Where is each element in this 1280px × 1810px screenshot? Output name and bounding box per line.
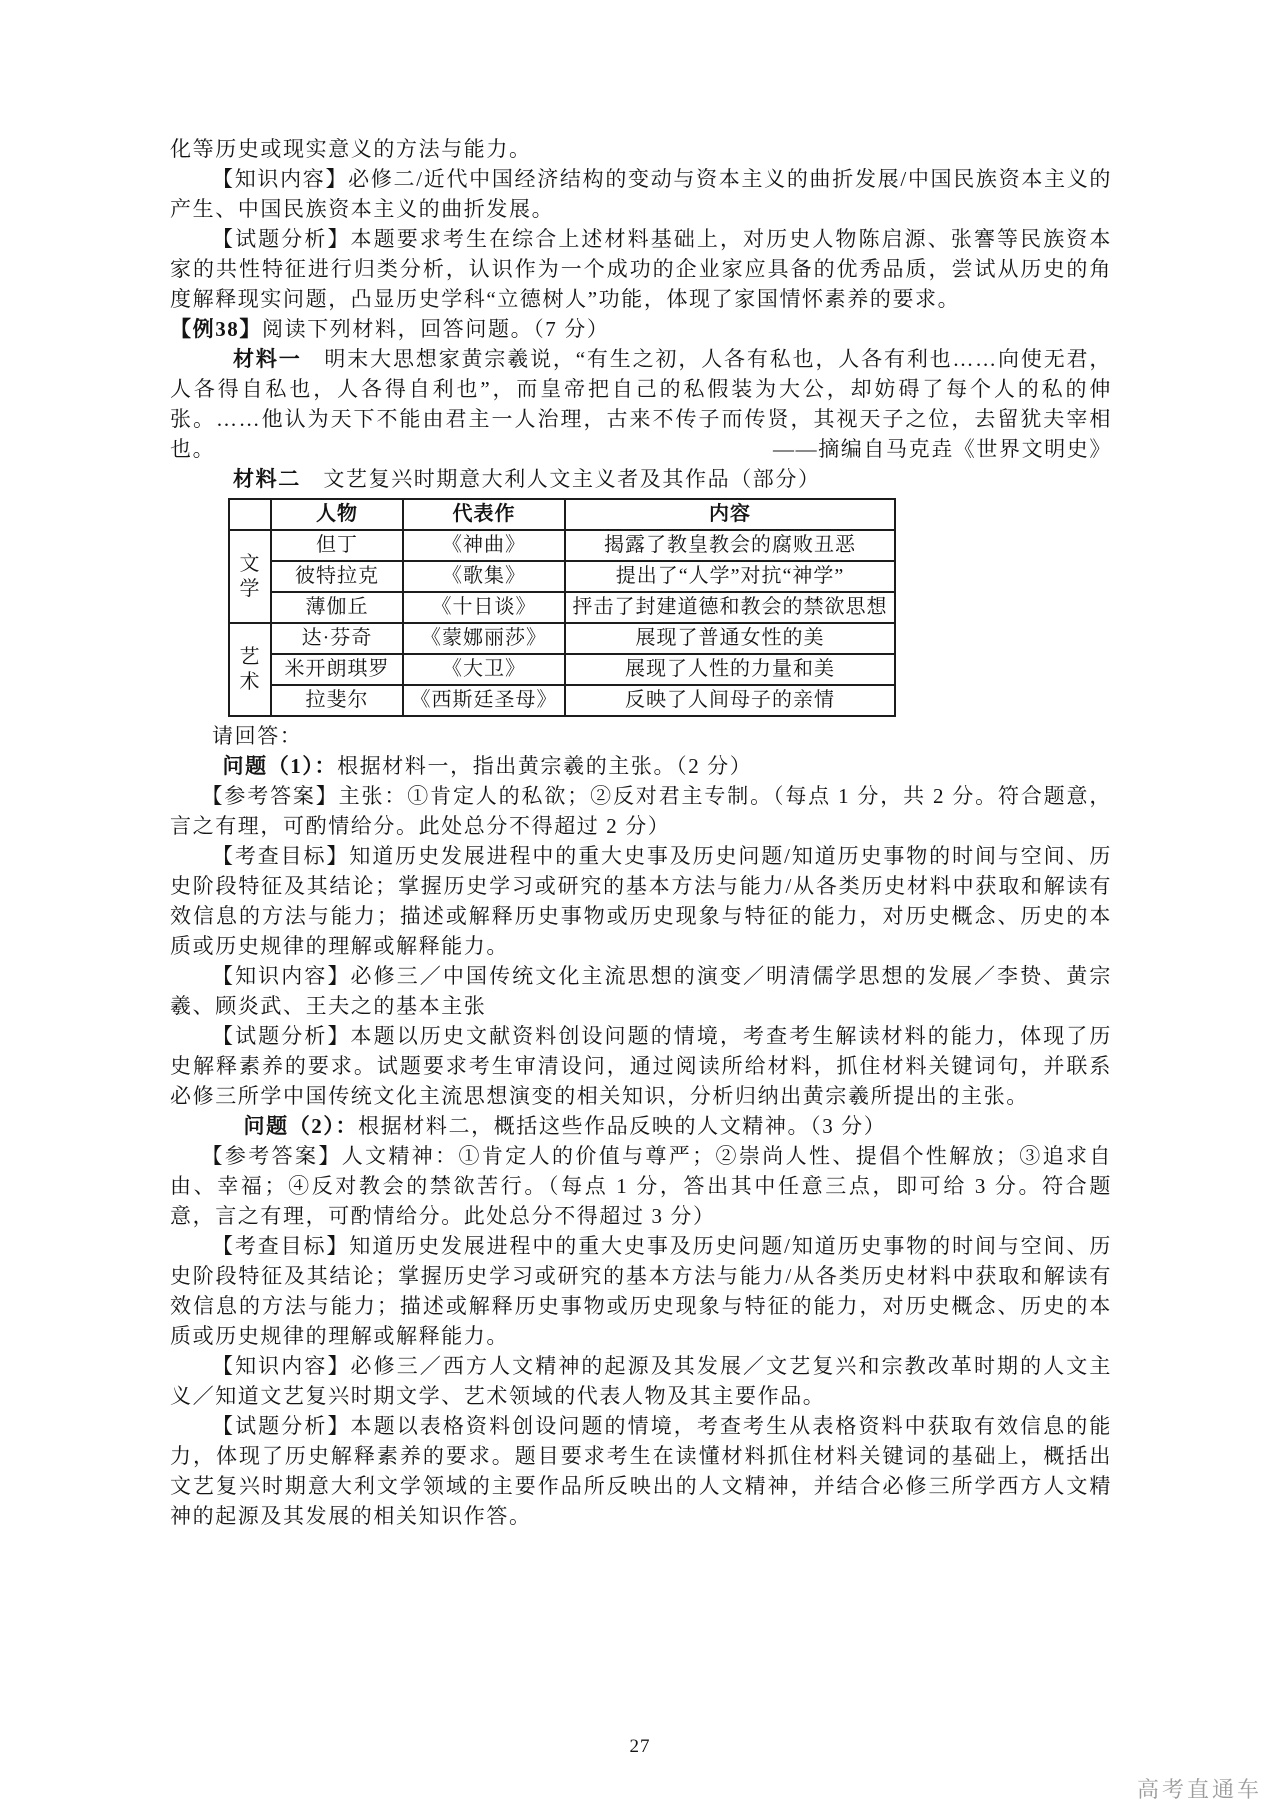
content-cell: 提出了“人学”对抗“神学” [565,561,895,592]
category-art-cell: 艺术 [229,623,271,716]
content-cell: 抨击了封建道德和教会的禁欲思想 [565,592,895,623]
header-work: 代表作 [403,499,565,530]
example-38-heading [170,314,1112,344]
renaissance-works-table [228,498,896,717]
work-cell: 《大卫》 [403,654,565,685]
person-cell: 薄伽丘 [271,592,403,623]
person-cell: 达·芬奇 [271,623,403,654]
example-38-label: 【例38】 [170,317,262,341]
watermark-text: 高考直通车 [1136,1777,1262,1802]
person-cell: 但丁 [271,530,403,561]
knowledge-content-paragraph-3: 【知识内容】必修三／西方人文精神的起源及其发展／文艺复兴和宗教改革时期的人文主义／知道文艺复兴时期文学、艺术领域的代表人物及其主要作品。 [170,1354,1112,1408]
question-analysis-paragraph-1: 【试题分析】本题要求考生在综合上述材料基础上，对历史人物陈启源、张謇等民族资本家的共性特征进行归类分析，认识作为一个成功的企业家应具备的优秀品质，尝试从历史的角度解释现实问题，凸显历史学科“立德树人”功能，体现了家国情怀素养的要求。 [170,227,1112,311]
knowledge-content-paragraph-2: 【知识内容】必修三／中国传统文化主流思想的演变／明清儒学思想的发展／李贽、黄宗羲、顾炎武、王夫之的基本主张 [170,964,1112,1018]
question-1-line [170,751,1112,781]
please-answer-line: 请回答： [212,724,303,748]
example-38-text: 阅读下列材料，回答问题。（7 分） [262,317,610,341]
work-cell: 《蒙娜丽莎》 [403,623,565,654]
question-1-text: 根据材料一，指出黄宗羲的主张。（2 分） [337,754,753,778]
content-cell: 反映了人间母子的亲情 [565,685,895,716]
content-area [170,134,1112,1531]
material-2-label: 材料二 [233,467,301,491]
table-row [229,654,895,685]
question-analysis-paragraph-2: 【试题分析】本题以历史文献资料创设问题的情境，考查考生解读材料的能力，体现了历史解释素养的要求。试题要求考生审清设问，通过阅读所给材料，抓住材料关键词句，并联系必修三所学中国传统文化主流思想演变的相关知识，分析归纳出黄宗羲所提出的主张。 [170,1024,1112,1108]
assessment-objective-1: 【考查目标】知道历史发展进程中的重大史事及历史问题/知道历史事物的时间与空间、历史阶段特征及其结论；掌握历史学习或研究的基本方法与能力/从各类历史材料中获取和解读有效信息的方法与能力；描述或解释历史事物或历史现象与特征的能力，对历史概念、历史的本质或历史规律的理解或解释能力。 [170,844,1112,958]
table-row [229,530,895,561]
material-1-label: 材料一 [233,347,302,371]
knowledge-content-paragraph-1: 【知识内容】必修二/近代中国经济结构的变动与资本主义的曲折发展/中国民族资本主义的产生、中国民族资本主义的曲折发展。 [170,167,1112,221]
question-2-text: 根据材料二，概括这些作品反映的人文精神。（3 分） [358,1114,887,1138]
header-category [229,499,271,530]
question-analysis-paragraph-3: 【试题分析】本题以表格资料创设问题的情境，考查考生从表格资料中获取有效信息的能力，体现了历史解释素养的要求。题目要求考生在读懂材料抓住材料关键词的基础上，概括出文艺复兴时期意大利文学领域的主要作品所反映出的人文精神，并结合必修三所学西方人文精神的起源及其发展的相关知识作答。 [170,1414,1112,1528]
work-cell: 《十日谈》 [403,592,565,623]
table-row [229,592,895,623]
category-literature-cell: 文学 [229,530,271,623]
material-2-caption [170,464,1112,494]
work-cell: 《西斯廷圣母》 [403,685,565,716]
continuation-paragraph: 化等历史或现实意义的方法与能力。 [170,137,532,161]
assessment-objective-2: 【考查目标】知道历史发展进程中的重大史事及历史问题/知道历史事物的时间与空间、历史阶段特征及其结论；掌握历史学习或研究的基本方法与能力/从各类历史材料中获取和解读有效信息的方法与能力；描述或解释历史事物或历史现象与特征的能力，对历史概念、历史的本质或历史规律的理解或解释能力。 [170,1234,1112,1348]
person-cell: 拉斐尔 [271,685,403,716]
work-cell: 《歌集》 [403,561,565,592]
header-person: 人物 [271,499,403,530]
content-cell: 展现了人性的力量和美 [565,654,895,685]
content-cell: 揭露了教皇教会的腐败丑恶 [565,530,895,561]
table-header-row [229,499,895,530]
page-number: 27 [629,1736,651,1757]
table-row [229,685,895,716]
material-1-text: 明末大思想家黄宗羲说，“有生之初，人各有私也，人各有利也……向使无君，人各得自私也，人各得自利也”，而皇帝把自己的私假装为大公，却妨碍了每个人的私的伸张。……他认为天下不能由君主一人治理，古来不传子而传贤，其视天子之位，去留犹夫宰相也。 [170,347,1112,461]
person-cell: 彼特拉克 [271,561,403,592]
table-row [229,623,895,654]
person-cell: 米开朗琪罗 [271,654,403,685]
reference-answer-2: 【参考答案】人文精神：①肯定人的价值与尊严；②崇尚人性、提倡个性解放；③追求自由、幸福；④反对教会的禁欲苦行。（每点 1 分，答出其中任意三点，即可给 3 分。符合题意，言之有理，可酌情给分。此处总分不得超过 3 分） [170,1144,1112,1228]
content-cell: 展现了普通女性的美 [565,623,895,654]
material-2-text: 文艺复兴时期意大利人文主义者及其作品（部分） [300,467,821,491]
material-1-paragraph [170,344,1112,464]
header-content: 内容 [565,499,895,530]
reference-answer-1: 【参考答案】主张：①肯定人的私欲；②反对君主专制。（每点 1 分，共 2 分。符合题意，言之有理，可酌情给分。此处总分不得超过 2 分） [170,784,1112,838]
table-row [229,561,895,592]
question-1-label: 问题（1）： [222,754,338,778]
source-attribution: ——摘编自马克垚《世界文明史》 [773,437,1112,461]
question-2-line [170,1111,1112,1141]
question-2-label: 问题（2）： [243,1114,359,1138]
work-cell: 《神曲》 [403,530,565,561]
